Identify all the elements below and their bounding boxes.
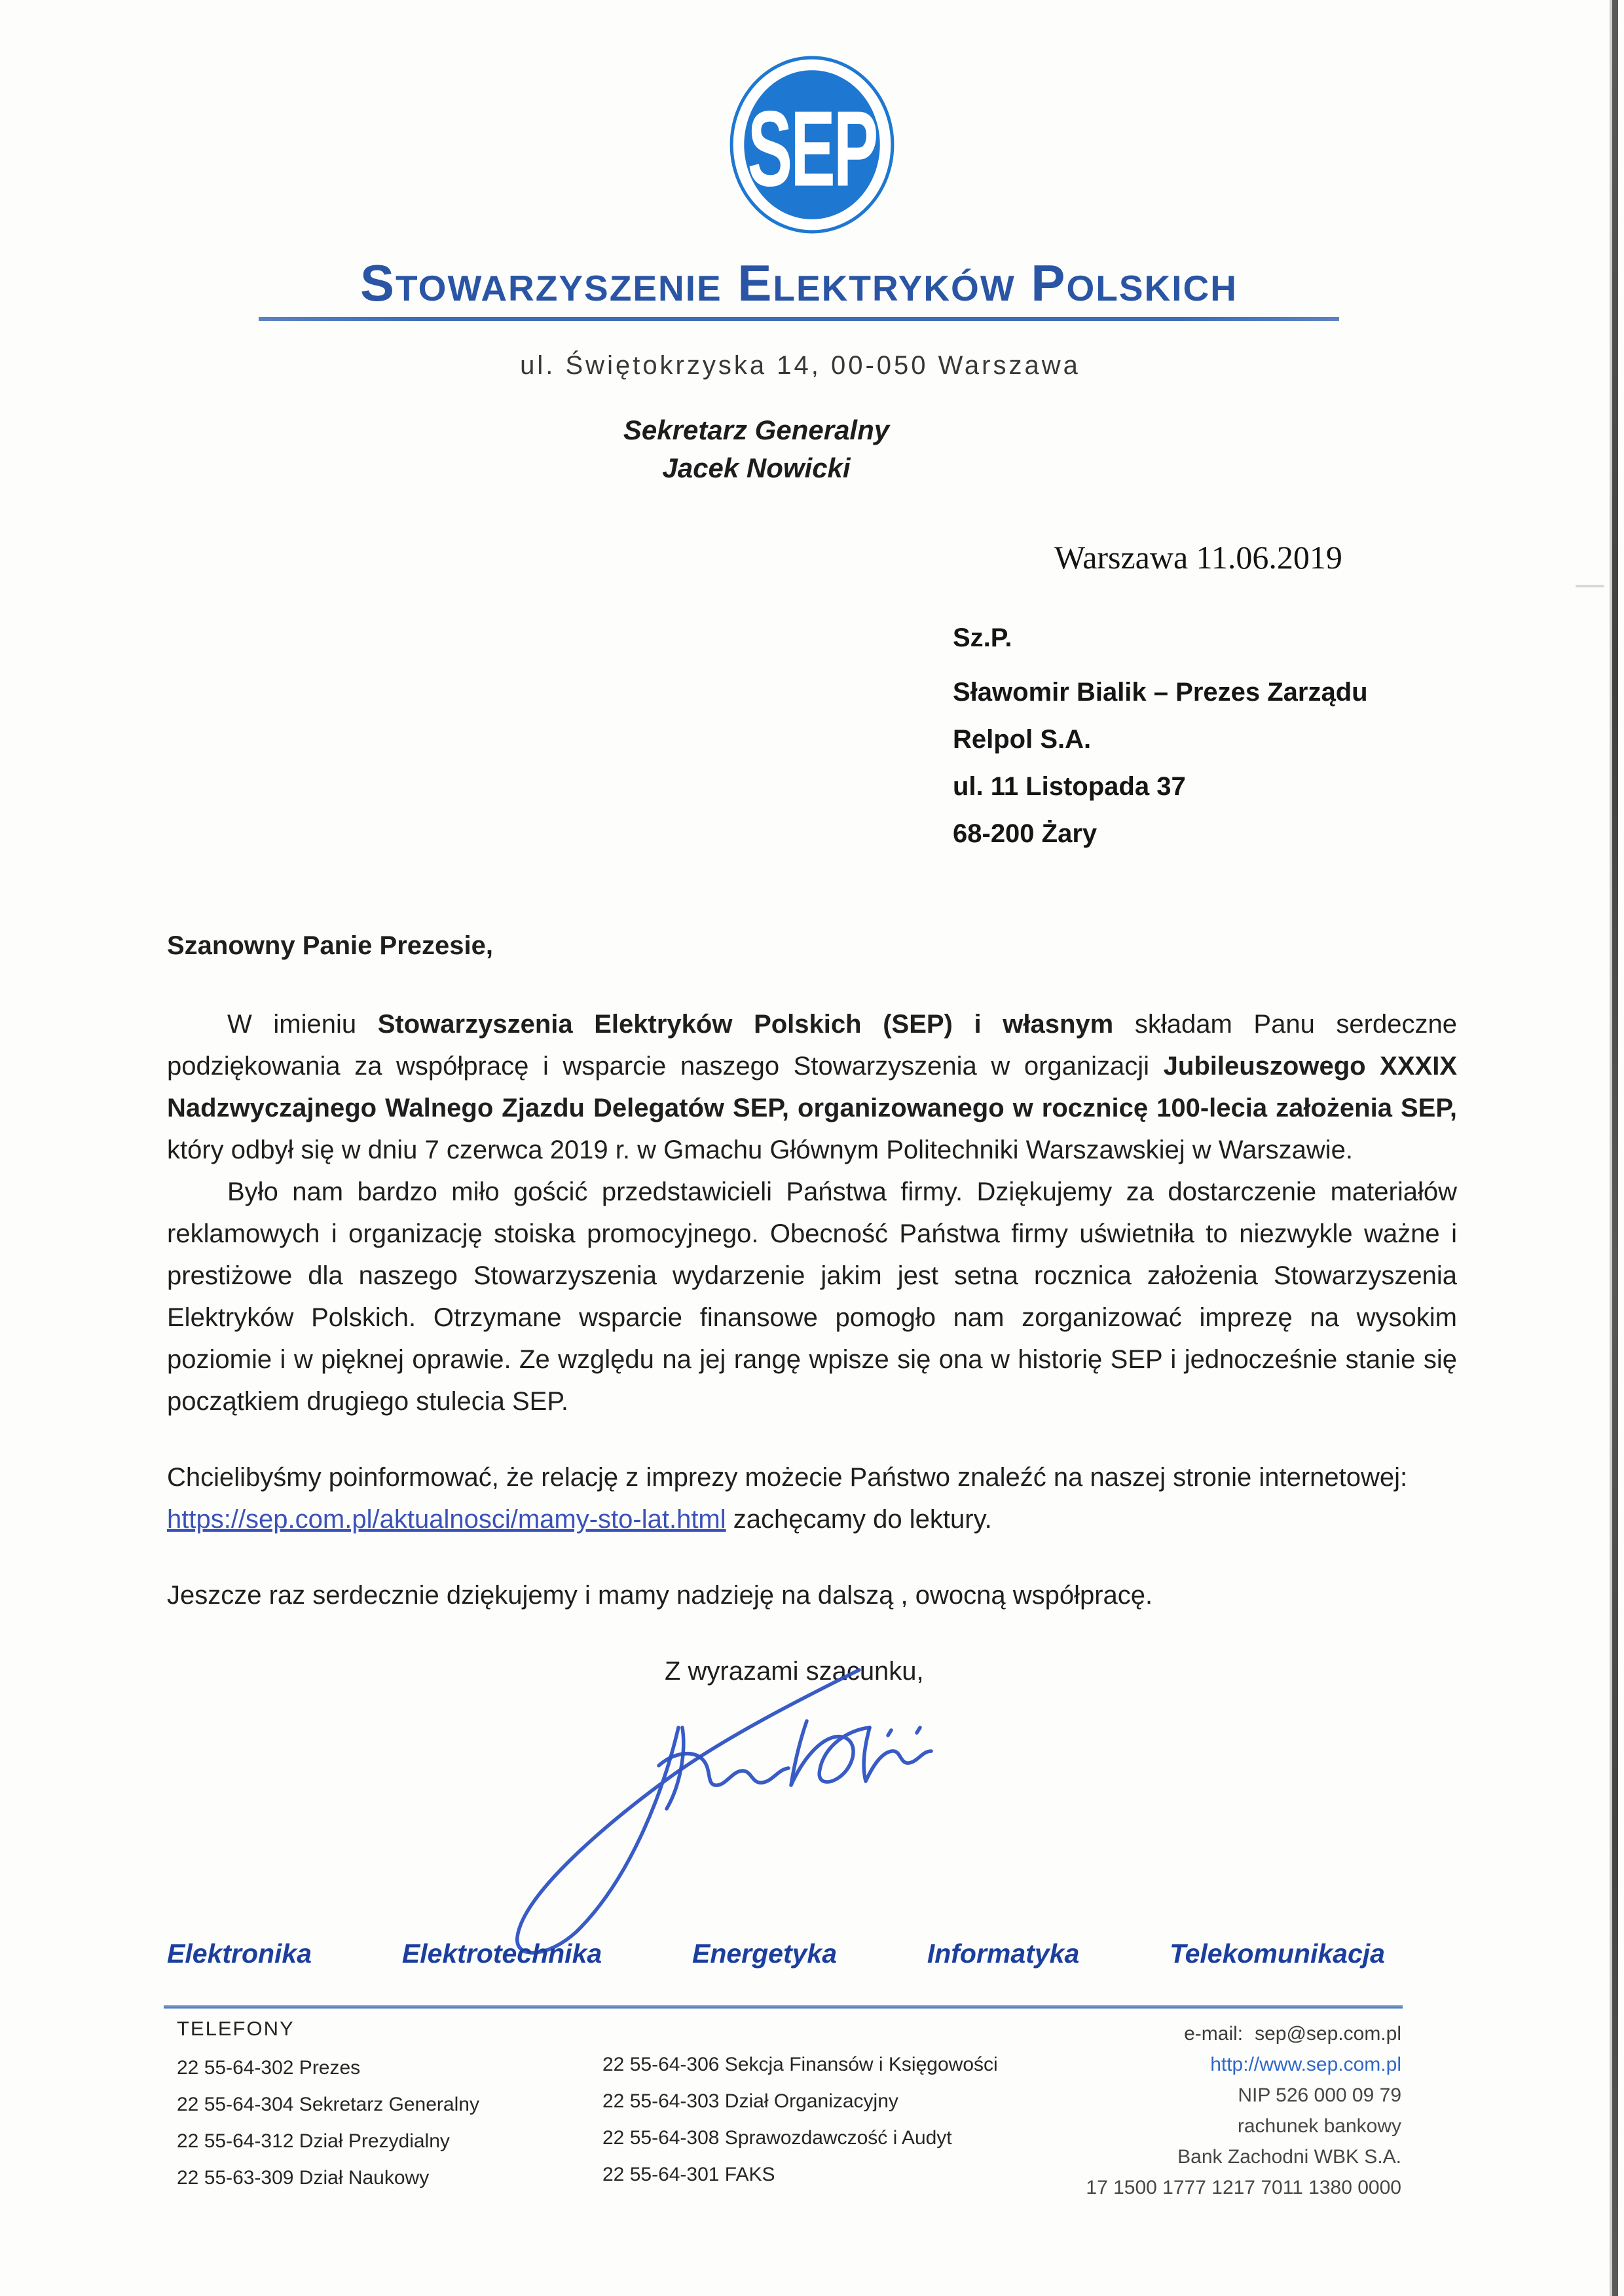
recipient-street: ul. 11 Listopada 37 — [953, 772, 1186, 801]
footer-contact-column — [1086, 2018, 1401, 2203]
phone-row: 22 55-64-304 Sekretarz Generalny — [177, 2094, 479, 2115]
phone-row: 22 55-64-312 Dział Prezydialny — [177, 2130, 450, 2152]
email-row — [1086, 2018, 1401, 2049]
scan-smudge-artifact — [1576, 585, 1604, 587]
paragraph-4: Jeszcze raz serdecznie dziękujemy i mamy nadzieję na dalszą , owocną współpracę. — [167, 1581, 1153, 1610]
recipient-city: 68-200 Żary — [953, 819, 1098, 848]
phone-row: 22 55-64-303 Dział Organizacyjny — [602, 2090, 898, 2112]
closing-line: Z wyrazami szacunku, — [665, 1657, 924, 1686]
bank-name-row: Bank Zachodni WBK S.A. — [1177, 2146, 1401, 2168]
sender-title: Sekretarz Generalny — [623, 415, 890, 445]
recipient-block — [953, 623, 1368, 857]
division-telekomunikacja: Telekomunikacja — [1170, 1938, 1385, 1969]
division-elektrotechnika: Elektrotechnika — [401, 1938, 602, 1969]
date-line: Warszawa 11.06.2019 — [1054, 539, 1342, 576]
phone-row: 22 55-64-302 Prezes — [177, 2057, 361, 2079]
division-elektronika: Elektronika — [167, 1938, 312, 1969]
recipient-name: Sławomir Bialik – Prezes Zarządu — [953, 678, 1368, 707]
bank-account-row: 17 1500 1777 1217 7011 1380 0000 — [1086, 2177, 1401, 2198]
footer-phones-column-2 — [602, 2046, 998, 2193]
bank-label-row: rachunek bankowy — [1237, 2115, 1401, 2137]
division-energetyka: Energetyka — [692, 1938, 838, 1969]
nip-row: NIP 526 000 09 79 — [1238, 2084, 1401, 2106]
divisions-row — [167, 1938, 1385, 1969]
phone-row: 22 55-63-309 Dział Naukowy — [177, 2167, 430, 2189]
email-address: sep@sep.com.pl — [1255, 2023, 1401, 2045]
phone-row: 22 55-64-306 Sekcja Finansów i Księgowości — [602, 2054, 998, 2075]
title-underline — [259, 317, 1339, 321]
sep-logo — [726, 52, 898, 237]
footer-phones-column-1 — [177, 2017, 479, 2196]
sep-logo-text: SEP — [747, 89, 877, 210]
greeting: Szanowny Panie Prezesie, — [167, 931, 493, 960]
recipient-salutation-prefix: Sz.P. — [953, 623, 1012, 652]
phone-row: 22 55-64-301 FAKS — [602, 2164, 775, 2185]
org-name-title: Stowarzyszenie Elektryków Polskich — [360, 254, 1238, 312]
sender-name: Jacek Nowicki — [662, 453, 851, 483]
phone-row: 22 55-64-308 Sprawozdawczość i Audyt — [602, 2127, 952, 2149]
division-informatyka: Informatyka — [927, 1938, 1080, 1969]
phones-title: TELEFONY — [177, 2017, 295, 2040]
footer-divider — [164, 2005, 1403, 2009]
letter-body — [167, 925, 1457, 1692]
email-label: e-mail: — [1184, 2023, 1244, 2045]
recipient-company: Relpol S.A. — [953, 725, 1092, 754]
paragraph-3: Chcielibyśmy poinformować, że relację z imprezy możecie Państwo znaleźć na naszej stronie internetowej: https://sep.com.pl/aktualnosci/mamy-sto-lat.html zachęcamy do lektury. — [167, 1463, 1408, 1534]
scan-edge-artifact — [1612, 0, 1618, 2296]
paragraph-2: Było nam bardzo miło gościć przedstawicieli Państwa firmy. Dziękujemy za dostarczenie materiałów reklamowych i organizację stoiska promocyjnego. Obecność Państwa firmy uświetniła to niezwykle ważne i prestiżowe dla naszego Stowarzyszenia wydarzenie jakim jest setna rocznica założenia Stowarzyszenia Elektryków Polskich. Otrzymane wsparcie finansowe pomogło nam zorganizować imprezę na wysokim poziomie i w pięknej oprawie. Ze względu na jej rangę wpisze się ona w historię SEP i jednocześnie stanie się początkiem drugiego stulecia SEP. — [167, 1177, 1457, 1416]
letterhead — [0, 0, 1624, 484]
inline-url-link[interactable]: https://sep.com.pl/aktualnosci/mamy-sto-lat.html — [167, 1505, 726, 1534]
signature-handwriting — [419, 1650, 976, 1978]
org-address: ul. Świętokrzyska 14, 00-050 Warszawa — [520, 351, 1080, 380]
website-link[interactable]: http://www.sep.com.pl — [1210, 2054, 1401, 2075]
paragraph-1: W imieniu Stowarzyszenia Elektryków Polskich (SEP) i własnym składam Panu serdeczne podziękowania za współpracę i wsparcie naszego Stowarzyszenia w organizacji Jubileuszowego XXXIX Nadzwyczajnego Walnego Zjazdu Delegatów SEP, organizowanego w rocznicę 100-lecia założenia SEP, który odbył się w dniu 7 czerwca 2019 r. w Gmachu Głównym Politechniki Warszawskiej w Warszawie. — [167, 1010, 1458, 1164]
